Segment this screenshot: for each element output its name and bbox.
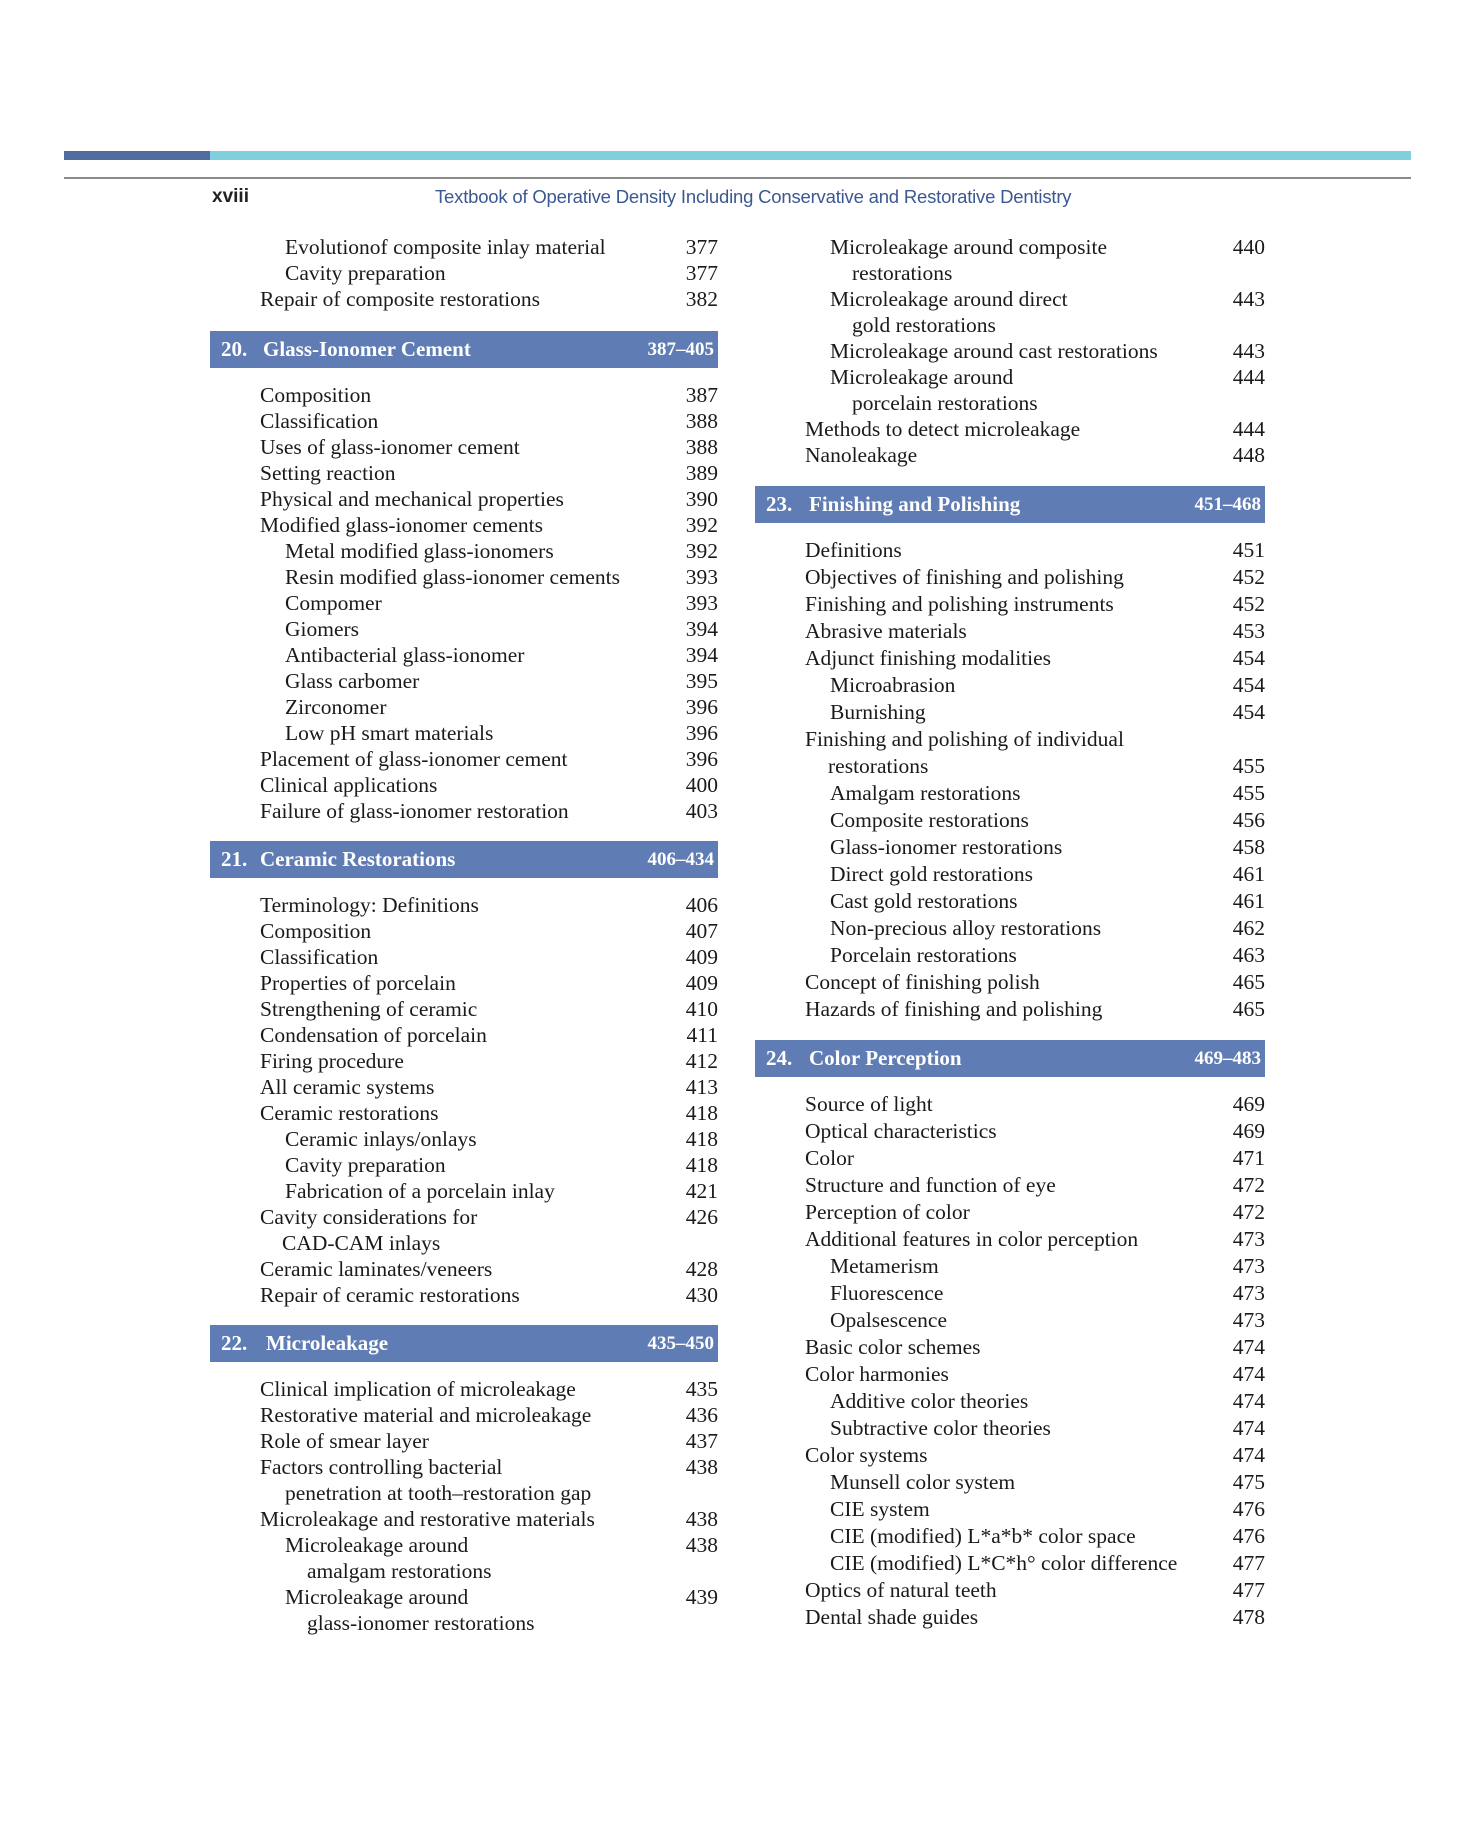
- toc-entry: Giomers 394: [285, 617, 718, 641]
- header-accent-bar-dark: [64, 151, 210, 160]
- toc-entry: restorations 455: [828, 754, 1265, 778]
- toc-entry: CIE (modified) L*a*b* color space 476: [830, 1524, 1265, 1548]
- toc-entry-continuation: glass-ionomer restorations: [307, 1611, 535, 1635]
- toc-entry: Structure and function of eye 472: [805, 1173, 1265, 1197]
- toc-entry: Cavity considerations for 426: [260, 1205, 718, 1229]
- toc-entry: Additive color theories 474: [830, 1389, 1265, 1413]
- toc-column-left: [210, 234, 718, 1636]
- toc-entry: Objectives of finishing and polishing 452: [805, 565, 1265, 589]
- page-number: xviii: [212, 186, 249, 207]
- toc-entry: Restorative material and microleakage 436: [260, 1403, 718, 1427]
- toc-entry: Low pH smart materials 396: [285, 721, 718, 745]
- toc-entry: CIE (modified) L*C*h° color difference 477: [830, 1551, 1265, 1575]
- toc-entry: Metamerism 473: [830, 1254, 1265, 1278]
- toc-entry: Optical characteristics 469: [805, 1119, 1265, 1143]
- toc-entry: Hazards of finishing and polishing 465: [805, 997, 1265, 1021]
- toc-entry: CIE system 476: [830, 1497, 1265, 1521]
- toc-entry: Metal modified glass-ionomers 392: [285, 539, 718, 563]
- chapter-heading-24: 24. Color Perception 469–483: [755, 1040, 1265, 1077]
- toc-entry: Microabrasion 454: [830, 673, 1265, 697]
- toc-entry: Color 471: [805, 1146, 1265, 1170]
- toc-entry: Classification 409: [260, 945, 718, 969]
- toc-entry: Finishing and polishing instruments 452: [805, 592, 1265, 616]
- toc-entry: Ceramic inlays/onlays 418: [285, 1127, 718, 1151]
- toc-entry: Non-precious alloy restorations 462: [830, 916, 1265, 940]
- toc-entry: Color systems 474: [805, 1443, 1265, 1467]
- chapter-heading-22: 22. Microleakage 435–450: [210, 1325, 718, 1362]
- toc-entry: Concept of finishing polish 465: [805, 970, 1265, 994]
- toc-entry: Direct gold restorations 461: [830, 862, 1265, 886]
- toc-entry: Antibacterial glass-ionomer 394: [285, 643, 718, 667]
- chapter-heading-21: 21. Ceramic Restorations 406–434: [210, 841, 718, 878]
- toc-entry: Finishing and polishing of individual: [805, 727, 1124, 751]
- toc-entry-continuation: restorations: [852, 261, 953, 285]
- toc-entry: Placement of glass-ionomer cement 396: [260, 747, 718, 771]
- toc-entry: Factors controlling bacterial 438: [260, 1455, 718, 1479]
- toc-entry: Composition 407: [260, 919, 718, 943]
- running-title: Textbook of Operative Density Including Conservative and Restorative Dentistry: [435, 186, 1072, 207]
- toc-entry-continuation: penetration at tooth–restoration gap: [285, 1481, 592, 1505]
- toc-entry-continuation: CAD-CAM inlays: [282, 1231, 441, 1255]
- header-accent-bar-light: [210, 151, 1411, 160]
- toc-entry: Glass-ionomer restorations 458: [830, 835, 1265, 859]
- toc-entry: Adjunct finishing modalities 454: [805, 646, 1265, 670]
- chapter-heading-23: 23. Finishing and Polishing 451–468: [755, 486, 1265, 523]
- toc-entry: Dental shade guides 478: [805, 1605, 1265, 1629]
- toc-entry: Repair of composite restorations 382: [260, 287, 718, 311]
- toc-entry: Munsell color system 475: [830, 1470, 1265, 1494]
- toc-entry: All ceramic systems 413: [260, 1075, 718, 1099]
- toc-entry: Methods to detect microleakage 444: [805, 417, 1265, 441]
- toc-entry: Firing procedure 412: [260, 1049, 718, 1073]
- toc-entry: Clinical implication of microleakage 435: [260, 1377, 718, 1401]
- toc-entry: Evolutionof composite inlay material 377: [285, 235, 718, 259]
- toc-entry: Cast gold restorations 461: [830, 889, 1265, 913]
- toc-entry: Opalsescence 473: [830, 1308, 1265, 1332]
- toc-entry: Fabrication of a porcelain inlay 421: [285, 1179, 718, 1203]
- toc-entry: Cavity preparation 418: [285, 1153, 718, 1177]
- toc-entry: Microleakage around 444: [830, 365, 1265, 389]
- header-rule: [64, 177, 1411, 179]
- toc-entry: Microleakage around direct 443: [830, 287, 1265, 311]
- toc-entry: Resin modified glass-ionomer cements 393: [285, 565, 718, 589]
- toc-entry: Microleakage around 439: [285, 1585, 718, 1609]
- toc-entry: Nanoleakage 448: [805, 443, 1265, 467]
- toc-entry: Role of smear layer 437: [260, 1429, 718, 1453]
- toc-column-right: [755, 234, 1265, 1631]
- toc-entry: Zirconomer 396: [285, 695, 718, 719]
- toc-entry: Subtractive color theories 474: [830, 1416, 1265, 1440]
- toc-entry: Additional features in color perception 473: [805, 1227, 1265, 1251]
- toc-entry: Compomer 393: [285, 591, 718, 615]
- toc-entry: Optics of natural teeth 477: [805, 1578, 1265, 1602]
- toc-entry: Strengthening of ceramic 410: [260, 997, 718, 1021]
- toc-entry: Ceramic laminates/veneers 428: [260, 1257, 718, 1281]
- toc-entry: Source of light 469: [805, 1092, 1265, 1116]
- toc-entry: Properties of porcelain 409: [260, 971, 718, 995]
- toc-entry: Microleakage around 438: [285, 1533, 718, 1557]
- toc-entry-continuation: gold restorations: [852, 313, 996, 337]
- toc-entry: Composite restorations 456: [830, 808, 1265, 832]
- toc-entry: Classification 388: [260, 409, 718, 433]
- toc-entry: Uses of glass-ionomer cement 388: [260, 435, 718, 459]
- toc-entry: Condensation of porcelain 411: [260, 1023, 718, 1047]
- toc-entry: Burnishing 454: [830, 700, 1265, 724]
- toc-entry: Setting reaction 389: [260, 461, 718, 485]
- toc-entry: Abrasive materials 453: [805, 619, 1265, 643]
- toc-entry: Definitions 451: [805, 538, 1265, 562]
- toc-entry: Porcelain restorations 463: [830, 943, 1265, 967]
- toc-entry: Repair of ceramic restorations 430: [260, 1283, 718, 1307]
- toc-entry-continuation: porcelain restorations: [852, 391, 1038, 415]
- toc-entry: Fluorescence 473: [830, 1281, 1265, 1305]
- toc-entry: Microleakage and restorative materials 438: [260, 1507, 718, 1531]
- toc-entry: Physical and mechanical properties 390: [260, 487, 718, 511]
- toc-entry: Modified glass-ionomer cements 392: [260, 513, 718, 537]
- toc-entry: Cavity preparation 377: [285, 261, 718, 285]
- toc-entry: Color harmonies 474: [805, 1362, 1265, 1386]
- toc-entry-continuation: amalgam restorations: [307, 1559, 492, 1583]
- toc-entry: Perception of color 472: [805, 1200, 1265, 1224]
- toc-entry: Clinical applications 400: [260, 773, 718, 797]
- chapter-heading-20: 20. Glass-Ionomer Cement 387–405: [210, 331, 718, 368]
- toc-entry: Microleakage around cast restorations 443: [830, 339, 1265, 363]
- toc-entry: Basic color schemes 474: [805, 1335, 1265, 1359]
- toc-entry: Terminology: Definitions 406: [260, 893, 718, 917]
- toc-entry: Ceramic restorations 418: [260, 1101, 718, 1125]
- toc-entry: Composition 387: [260, 383, 718, 407]
- toc-entry: Glass carbomer 395: [285, 669, 718, 693]
- toc-entry: Failure of glass-ionomer restoration 403: [260, 799, 718, 823]
- toc-entry: Amalgam restorations 455: [830, 781, 1265, 805]
- toc-entry: Microleakage around composite 440: [830, 235, 1265, 259]
